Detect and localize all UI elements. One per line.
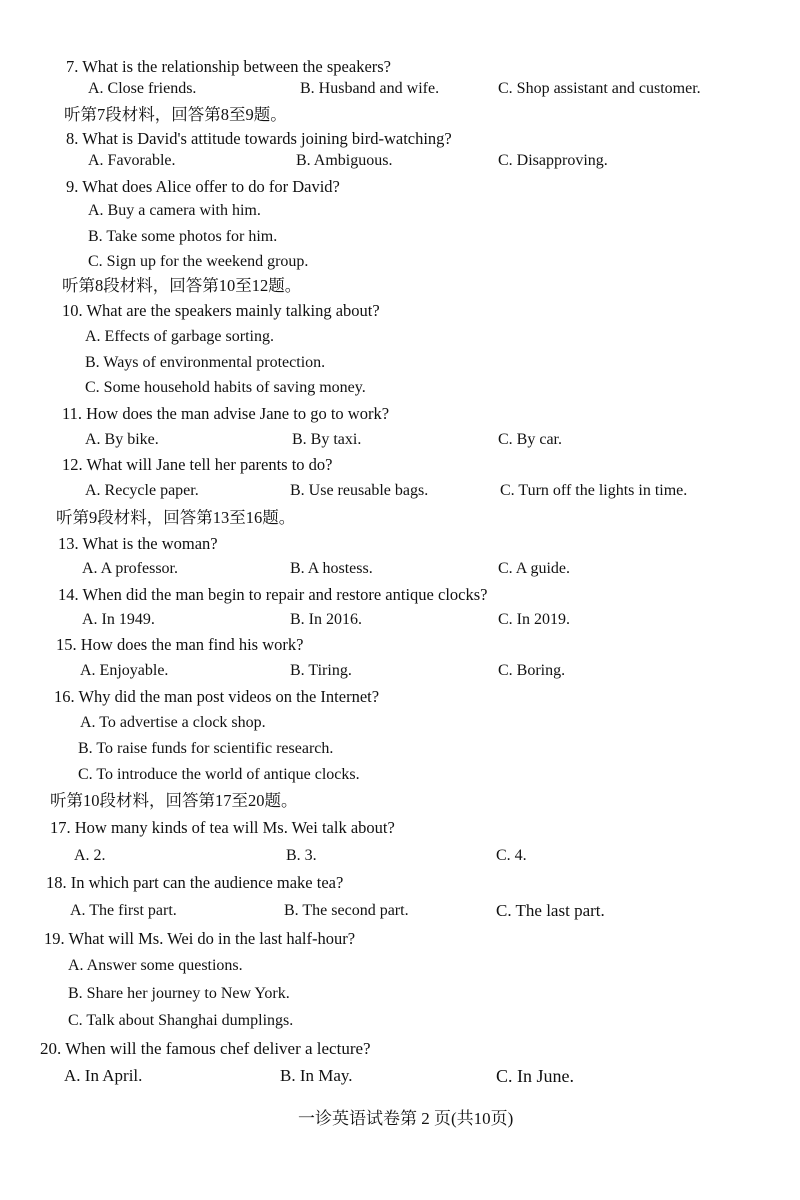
question-14-stem: 14. When did the man begin to repair and restore antique clocks? bbox=[58, 585, 488, 604]
question-16-option-b: B. To raise funds for scientific research. bbox=[78, 740, 334, 757]
section-10-instruction: 听第10段材料，回答第17至20题。 bbox=[50, 791, 298, 810]
question-19-option-a: A. Answer some questions. bbox=[68, 957, 243, 974]
question-17-option-a: A. 2. bbox=[74, 847, 106, 864]
question-15-option-c: C. Boring. bbox=[498, 662, 566, 679]
question-17-option-c: C. 4. bbox=[496, 847, 527, 864]
question-11-option-c: C. By car. bbox=[498, 431, 562, 448]
section-7-instruction: 听第7段材料，回答第8至9题。 bbox=[64, 105, 287, 124]
question-18-option-b: B. The second part. bbox=[284, 902, 409, 919]
question-16-option-c: C. To introduce the world of antique clocks. bbox=[78, 766, 360, 783]
question-16-option-a: A. To advertise a clock shop. bbox=[80, 714, 266, 731]
page-footer: 一诊英语试卷第 2 页(共10页) bbox=[298, 1109, 514, 1128]
question-11-option-a: A. By bike. bbox=[85, 431, 159, 448]
question-20-option-c: C. In June. bbox=[496, 1066, 574, 1086]
question-12-option-b: B. Use reusable bags. bbox=[290, 482, 429, 499]
question-14-option-c: C. In 2019. bbox=[498, 611, 570, 628]
question-9-option-a: A. Buy a camera with him. bbox=[88, 202, 261, 219]
question-9-option-b: B. Take some photos for him. bbox=[88, 228, 278, 245]
question-10-option-b: B. Ways of environmental protection. bbox=[85, 354, 326, 371]
question-12-stem: 12. What will Jane tell her parents to do? bbox=[62, 455, 333, 474]
question-18-option-a: A. The first part. bbox=[70, 902, 177, 919]
question-11-stem: 11. How does the man advise Jane to go to work? bbox=[62, 404, 390, 423]
question-7-option-a: A. Close friends. bbox=[88, 80, 197, 97]
question-15-stem: 15. How does the man find his work? bbox=[56, 635, 304, 654]
question-13-option-a: A. A professor. bbox=[82, 560, 178, 577]
question-15-option-b: B. Tiring. bbox=[290, 662, 352, 679]
question-9-option-c: C. Sign up for the weekend group. bbox=[88, 253, 309, 270]
question-13-stem: 13. What is the woman? bbox=[58, 534, 218, 553]
question-12-option-c: C. Turn off the lights in time. bbox=[500, 482, 688, 499]
question-19-option-b: B. Share her journey to New York. bbox=[68, 985, 290, 1002]
question-13-option-c: C. A guide. bbox=[498, 560, 571, 577]
question-14-option-a: A. In 1949. bbox=[82, 611, 155, 628]
question-10-option-c: C. Some household habits of saving money. bbox=[85, 379, 366, 396]
question-14-option-b: B. In 2016. bbox=[290, 611, 362, 628]
question-12-option-a: A. Recycle paper. bbox=[85, 482, 199, 499]
question-11-option-b: B. By taxi. bbox=[292, 431, 362, 448]
question-8-stem: 8. What is David's attitude towards joining bird-watching? bbox=[66, 129, 452, 148]
question-20-stem: 20. When will the famous chef deliver a lecture? bbox=[40, 1039, 371, 1058]
question-9-stem: 9. What does Alice offer to do for David? bbox=[66, 177, 340, 196]
question-20-option-a: A. In April. bbox=[64, 1066, 143, 1085]
question-15-option-a: A. Enjoyable. bbox=[80, 662, 169, 679]
question-19-option-c: C. Talk about Shanghai dumplings. bbox=[68, 1012, 294, 1029]
section-8-instruction: 听第8段材料，回答第10至12题。 bbox=[62, 276, 302, 295]
question-16-stem: 16. Why did the man post videos on the Internet? bbox=[54, 687, 380, 706]
question-7-option-b: B. Husband and wife. bbox=[300, 80, 440, 97]
question-20-option-b: B. In May. bbox=[280, 1066, 353, 1085]
question-10-stem: 10. What are the speakers mainly talking about? bbox=[62, 301, 380, 320]
question-7-stem: 7. What is the relationship between the speakers? bbox=[66, 57, 392, 76]
question-17-option-b: B. 3. bbox=[286, 847, 317, 864]
question-10-option-a: A. Effects of garbage sorting. bbox=[85, 328, 274, 345]
question-8-option-a: A. Favorable. bbox=[88, 152, 176, 169]
question-8-option-c: C. Disapproving. bbox=[498, 152, 608, 169]
question-13-option-b: B. A hostess. bbox=[290, 560, 373, 577]
question-8-option-b: B. Ambiguous. bbox=[296, 152, 393, 169]
section-9-instruction: 听第9段材料，回答第13至16题。 bbox=[56, 508, 296, 527]
question-18-stem: 18. In which part can the audience make tea? bbox=[46, 873, 344, 892]
question-18-option-c: C. The last part. bbox=[496, 901, 605, 920]
question-17-stem: 17. How many kinds of tea will Ms. Wei talk about? bbox=[50, 818, 395, 837]
question-7-option-c: C. Shop assistant and customer. bbox=[498, 80, 701, 97]
question-19-stem: 19. What will Ms. Wei do in the last half-hour? bbox=[44, 929, 356, 948]
